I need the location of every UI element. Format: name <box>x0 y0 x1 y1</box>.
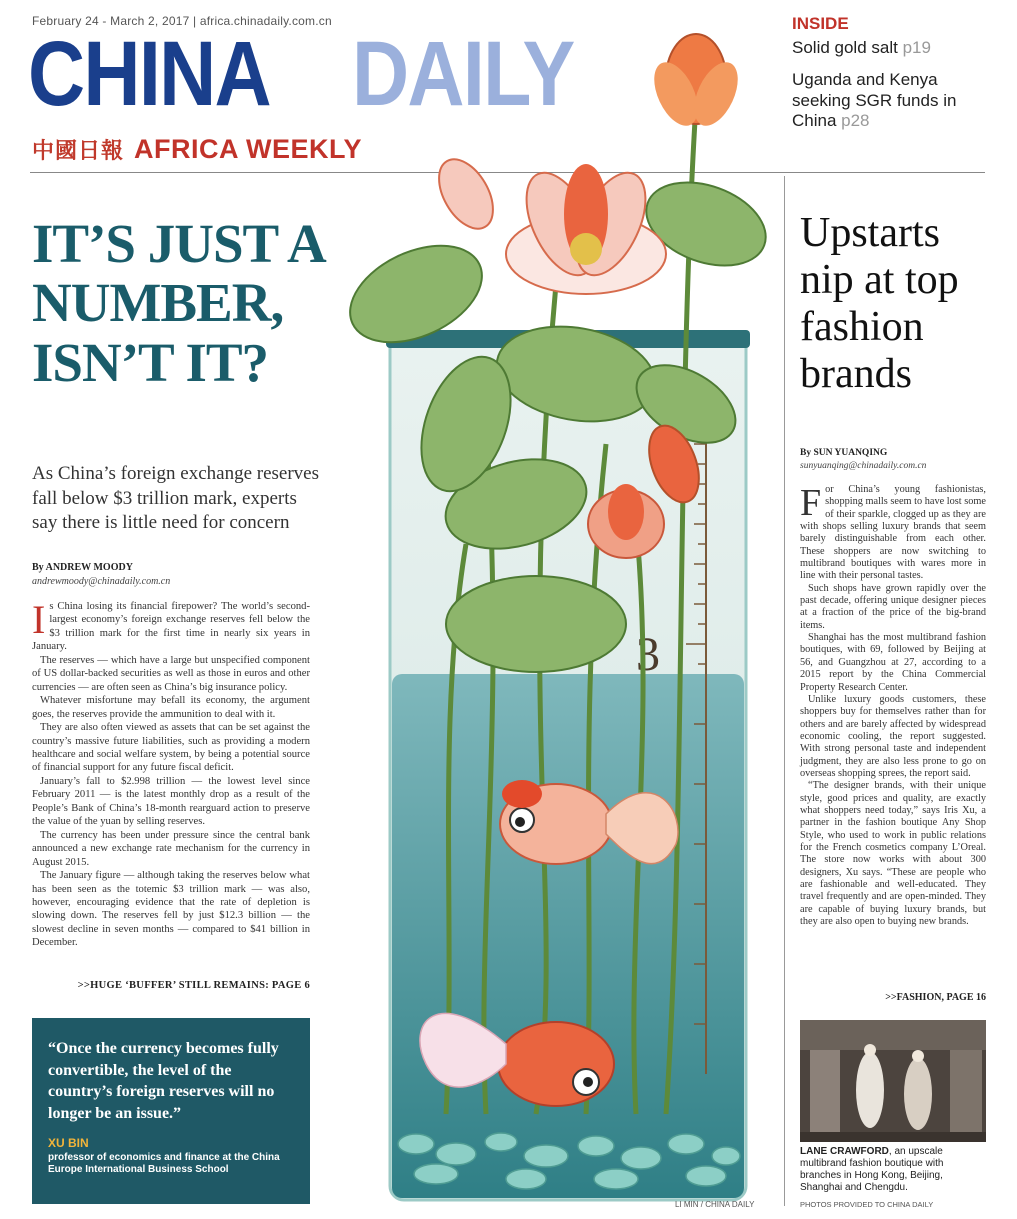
side-paragraph: Unlike luxury goods customers, these shoppers buy for themselves rather than for others and are barely affected by widespread economic cooling, the report suggested. With strong personal taste and independent judgment, they are also less prone to go on overseas shopping sprees, the report said. <box>800 693 986 779</box>
quote-name: XU BIN <box>48 1136 89 1151</box>
lead-deck: As China’s foreign exchange reserves fall below $3 trillion mark, experts say there is little need for concern <box>32 463 320 534</box>
side-dropcap: F <box>800 482 822 524</box>
side-body <box>800 484 986 928</box>
lotus-flower <box>506 162 666 294</box>
lead-first-paragraph: s China losing its financial firepower? The world’s second-largest economy’s foreign exchange reserves fell below the $3 trillion mark for the first time in nearly six years in January. <box>32 601 310 653</box>
lead-email[interactable]: andrewmoody@chinadaily.com.cn <box>32 576 171 587</box>
lead-dropcap: I <box>32 597 46 642</box>
masthead-daily: DAILY <box>352 23 574 125</box>
inside-item-text: Uganda and Kenya seeking SGR funds in China <box>792 70 957 131</box>
masthead-china: CHINA <box>28 23 270 125</box>
inside-box <box>792 14 992 132</box>
column-divider <box>784 176 785 1206</box>
masthead-edition: AFRICA WEEKLY <box>134 134 363 164</box>
lead-paragraph: The currency has been under pressure since the central bank announced a new exchange rate mechanism for the currency in August 2015. <box>32 829 310 868</box>
lead-body <box>32 597 310 950</box>
side-headline: Upstarts nip at top fashion brands <box>800 210 959 398</box>
lead-jump-link[interactable]: >>HUGE ‘BUFFER’ STILL REMAINS: PAGE 6 <box>77 980 310 991</box>
side-byline: By SUN YUANQING <box>800 448 888 458</box>
lotus-jar-illustration <box>336 24 782 1204</box>
quote-title: professor of economics and finance at the China Europe International Business School <box>48 1152 280 1176</box>
boutique-photo <box>800 1020 986 1142</box>
inside-item-page: p19 <box>902 38 931 57</box>
illustration-credit: LI MIN / CHINA DAILY <box>675 1200 755 1209</box>
inside-item-page: p28 <box>841 111 870 131</box>
caption-name: LANE CRAWFORD <box>800 1146 889 1157</box>
jar-number-label: 3 <box>636 628 660 681</box>
inside-heading: INSIDE <box>792 14 849 33</box>
side-first-paragraph: or China’s young fashionistas, shopping malls seem to have lost some of their sparkle, clogged up as they are with shops selling luxury brands that seem barely distinguishable from each other. These shoppers are now switching to multibrand boutiques with wares more in line with their personal tastes. <box>800 484 986 582</box>
lead-byline: By ANDREW MOODY <box>32 562 133 573</box>
side-paragraph: Shanghai has the most multibrand fashion boutiques, with 69, followed by Beijing at 56, and Guangzhou at 27, according to a 2015 report by the China Commercial Property Research Center. <box>800 632 986 693</box>
caption-text: , an upscale multibrand fashion boutique with branches in Hong Kong, Beijing, Shanghai and Chengdu. <box>800 1146 944 1193</box>
lead-paragraph: Whatever misfortune may befall its economy, the argument goes, the reserves provide the ammunition to deal with it. <box>32 695 310 720</box>
photo-caption <box>800 1146 986 1194</box>
lead-paragraph: They are also often viewed as assets that can be set against the country’s massive future liabilities, such as providing a modern healthcare and social welfare system, by being a potential source of financial support for any future fiscal deficit. <box>32 722 310 774</box>
lead-paragraph: The January figure — although taking the reserves below what has been seen as the totemic $3 trillion mark — was also, however, encouraging evidence that the rate of depletion is slowing down. The reserves fell by just $12.3 billion — the slowest decline in seven months — compared to $41 billion in December. <box>32 870 310 949</box>
side-email[interactable]: sunyuanqing@chinadaily.com.cn <box>800 461 927 471</box>
inside-item-text: Solid gold salt <box>792 38 903 57</box>
lead-paragraph: January’s fall to $2.998 trillion — the lowest level since February 2011 — is the latest monthly drop as a result of the People’s Bank of China’s 18-month rearguard action to preserve the value of the yuan by selling reserves. <box>32 775 310 828</box>
masthead-chinese-name: 中國日報 <box>32 138 125 164</box>
lotus-bud <box>645 34 746 132</box>
inside-item[interactable] <box>792 38 992 58</box>
photo-credit: PHOTOS PROVIDED TO CHINA DAILY <box>800 1200 934 1209</box>
lead-paragraph: The reserves — which have a large but unspecified component of US dollar-backed securities as well as those in euros and other currencies — are often seen as China’s big insurance policy. <box>32 654 310 693</box>
dateline: February 24 - March 2, 2017 | africa.chinadaily.com.cn <box>32 14 332 28</box>
quote-text: “Once the currency becomes fully convertible, the level of the country’s foreign reserves will no longer be an issue.” <box>48 1040 279 1122</box>
side-paragraph: “The designer brands, with their unique style, good prices and quality, are exactly what shoppers need today,” says Iris Xu, a partner in the fashion boutique Any Shop Style, who used to work in public relations for the French cosmetics company L’Oreal. The store now works with about 300 designers, Xu says. “These are people who are fashionable and well-educated. They travel frequently and are open-minded. They are capable of buying luxury brands, but they are also open to buying new brands. <box>800 780 986 928</box>
lead-headline: IT’S JUST A NUMBER, ISN’T IT? <box>32 213 326 393</box>
lotus-bud <box>428 150 504 238</box>
inside-item[interactable] <box>792 70 992 131</box>
pull-quote <box>32 1018 310 1204</box>
goldfish <box>500 780 678 864</box>
side-jump-link[interactable]: >>FASHION, PAGE 16 <box>885 992 986 1003</box>
side-paragraph: Such shops have grown rapidly over the past decade, offering unique designer pieces at a fraction of the price of the big-brand items. <box>800 582 986 631</box>
